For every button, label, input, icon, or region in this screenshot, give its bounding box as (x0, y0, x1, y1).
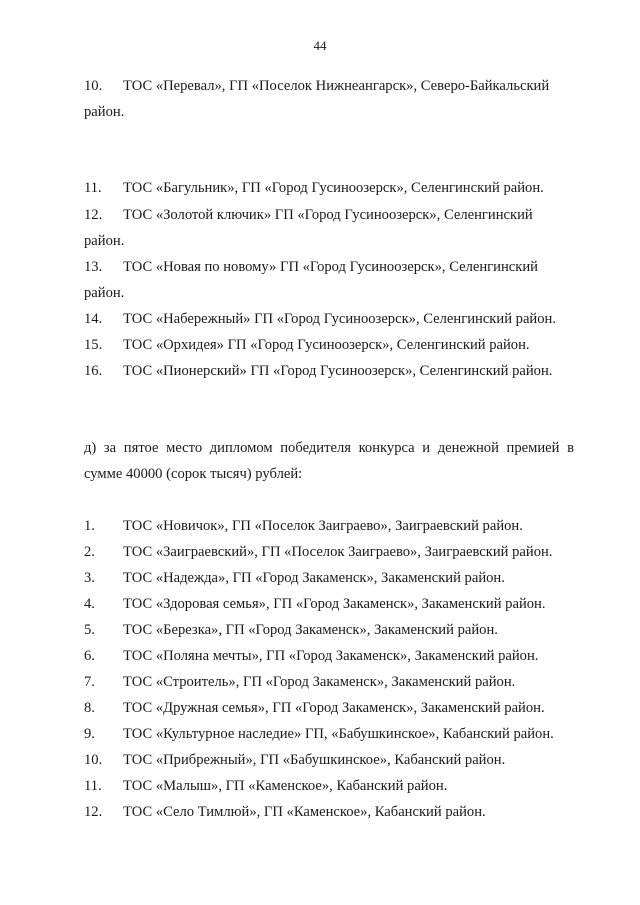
item-text: ТОС «Орхидея» ГП «Город Гусиноозерск», Селенгинский район. (123, 337, 530, 353)
item-number: 8. (84, 700, 95, 716)
item-number: 14. (84, 311, 103, 327)
item-text: ТОС «Новичок», ГП «Поселок Заиграево», Заиграевский район. (123, 518, 523, 534)
item-text: ТОС «Надежда», ГП «Город Закаменск», Закаменский район. (123, 570, 505, 586)
item-number: 12. (84, 207, 103, 223)
list-item (84, 518, 574, 535)
list-item (84, 648, 574, 665)
item-text: ТОС «Пионерский» ГП «Город Гусиноозерск», Селенгинский район. (123, 363, 553, 379)
item-text: ТОС «Новая по новому» ГП «Город Гусиноозерск», Селенгинский (123, 259, 538, 275)
item-number: 3. (84, 570, 95, 586)
list-item (84, 544, 574, 561)
item-text: ТОС «Перевал», ГП «Поселок Нижнеангарск», Северо-Байкальский (123, 78, 550, 94)
item-number: 10. (84, 752, 103, 768)
item-text: ТОС «Строитель», ГП «Город Закаменск», Закаменский район. (123, 674, 516, 690)
list-item-continuation: район. (84, 104, 125, 120)
list-item (84, 596, 574, 613)
item-number: 15. (84, 337, 103, 353)
item-number: 2. (84, 544, 95, 560)
item-number: 10. (84, 78, 103, 94)
list-item (84, 622, 574, 639)
list-item (84, 752, 574, 769)
item-text: ТОС «Багульник», ГП «Город Гусиноозерск», Селенгинский район. (123, 180, 544, 196)
list-item (84, 207, 574, 224)
item-number: 9. (84, 726, 95, 742)
item-text: ТОС «Березка», ГП «Город Закаменск», Закаменский район. (123, 622, 498, 638)
item-text: ТОС «Заиграевский», ГП «Поселок Заиграево», Заиграевский район. (123, 544, 553, 560)
list-item (84, 674, 574, 691)
list-item (84, 78, 574, 95)
item-number: 13. (84, 259, 103, 275)
item-text: ТОС «Поляна мечты», ГП «Город Закаменск», Закаменский район. (123, 648, 539, 664)
item-text: ТОС «Малыш», ГП «Каменское», Кабанский район. (123, 778, 448, 794)
list-item (84, 804, 574, 821)
list-item (84, 363, 574, 380)
item-text: ТОС «Золотой ключик» ГП «Город Гусиноозерск», Селенгинский (123, 207, 533, 223)
list-item (84, 259, 574, 276)
section-paragraph-line: сумме 40000 (сорок тысяч) рублей: (84, 466, 303, 482)
item-number: 6. (84, 648, 95, 664)
item-text: ТОС «Прибрежный», ГП «Бабушкинское», Кабанский район. (123, 752, 506, 768)
item-text: ТОС «Здоровая семья», ГП «Город Закаменск», Закаменский район. (123, 596, 546, 612)
list-item (84, 180, 574, 197)
item-text: ТОС «Культурное наследие» ГП, «Бабушкинское», Кабанский район. (123, 726, 554, 742)
section-paragraph-line: д) за пятое место дипломом победителя конкурса и денежной премией в (84, 440, 574, 456)
item-text: ТОС «Набережный» ГП «Город Гусиноозерск», Селенгинский район. (123, 311, 557, 327)
list-item (84, 337, 574, 354)
list-item (84, 778, 574, 795)
item-number: 4. (84, 596, 95, 612)
list-item-continuation: район. (84, 233, 125, 249)
list-item (84, 700, 574, 717)
item-text: ТОС «Село Тимлюй», ГП «Каменское», Кабанский район. (123, 804, 486, 820)
list-item-continuation: район. (84, 285, 125, 301)
item-number: 11. (84, 180, 102, 196)
item-number: 12. (84, 804, 103, 820)
list-item (84, 726, 574, 743)
item-number: 5. (84, 622, 95, 638)
item-number: 11. (84, 778, 102, 794)
item-text: ТОС «Дружная семья», ГП «Город Закаменск», Закаменский район. (123, 700, 545, 716)
item-number: 16. (84, 363, 103, 379)
list-item (84, 311, 574, 328)
item-number: 7. (84, 674, 95, 690)
list-item (84, 570, 574, 587)
page-number: 44 (313, 38, 327, 53)
item-number: 1. (84, 518, 95, 534)
